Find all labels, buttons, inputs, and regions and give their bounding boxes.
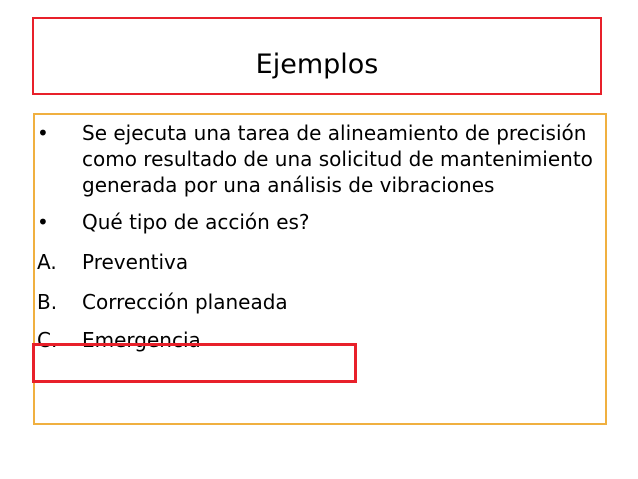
option-b <box>33 289 602 315</box>
slide-title: Ejemplos <box>255 49 379 80</box>
option-a <box>33 249 602 275</box>
bullet-marker: • <box>37 121 49 145</box>
option-a-text: Preventiva <box>82 250 189 274</box>
option-c <box>33 327 602 353</box>
option-b-text: Corrección planeada <box>82 290 288 314</box>
question-text: Qué tipo de acción es? <box>82 210 310 234</box>
bullet-marker: • <box>37 210 49 234</box>
statement-text: Se ejecuta una tarea de alineamiento de precisión como resultado de una solicitud de mantenimiento generada por una análisis de vibraciones <box>82 121 593 197</box>
option-b-marker: B. <box>37 290 58 314</box>
question-list <box>33 120 602 353</box>
option-a-marker: A. <box>37 250 57 274</box>
option-c-text: Emergencia <box>82 328 201 352</box>
list-item-statement <box>33 120 602 198</box>
list-item-question <box>33 209 602 235</box>
option-c-marker: C. <box>37 328 58 352</box>
title-frame <box>32 17 602 95</box>
